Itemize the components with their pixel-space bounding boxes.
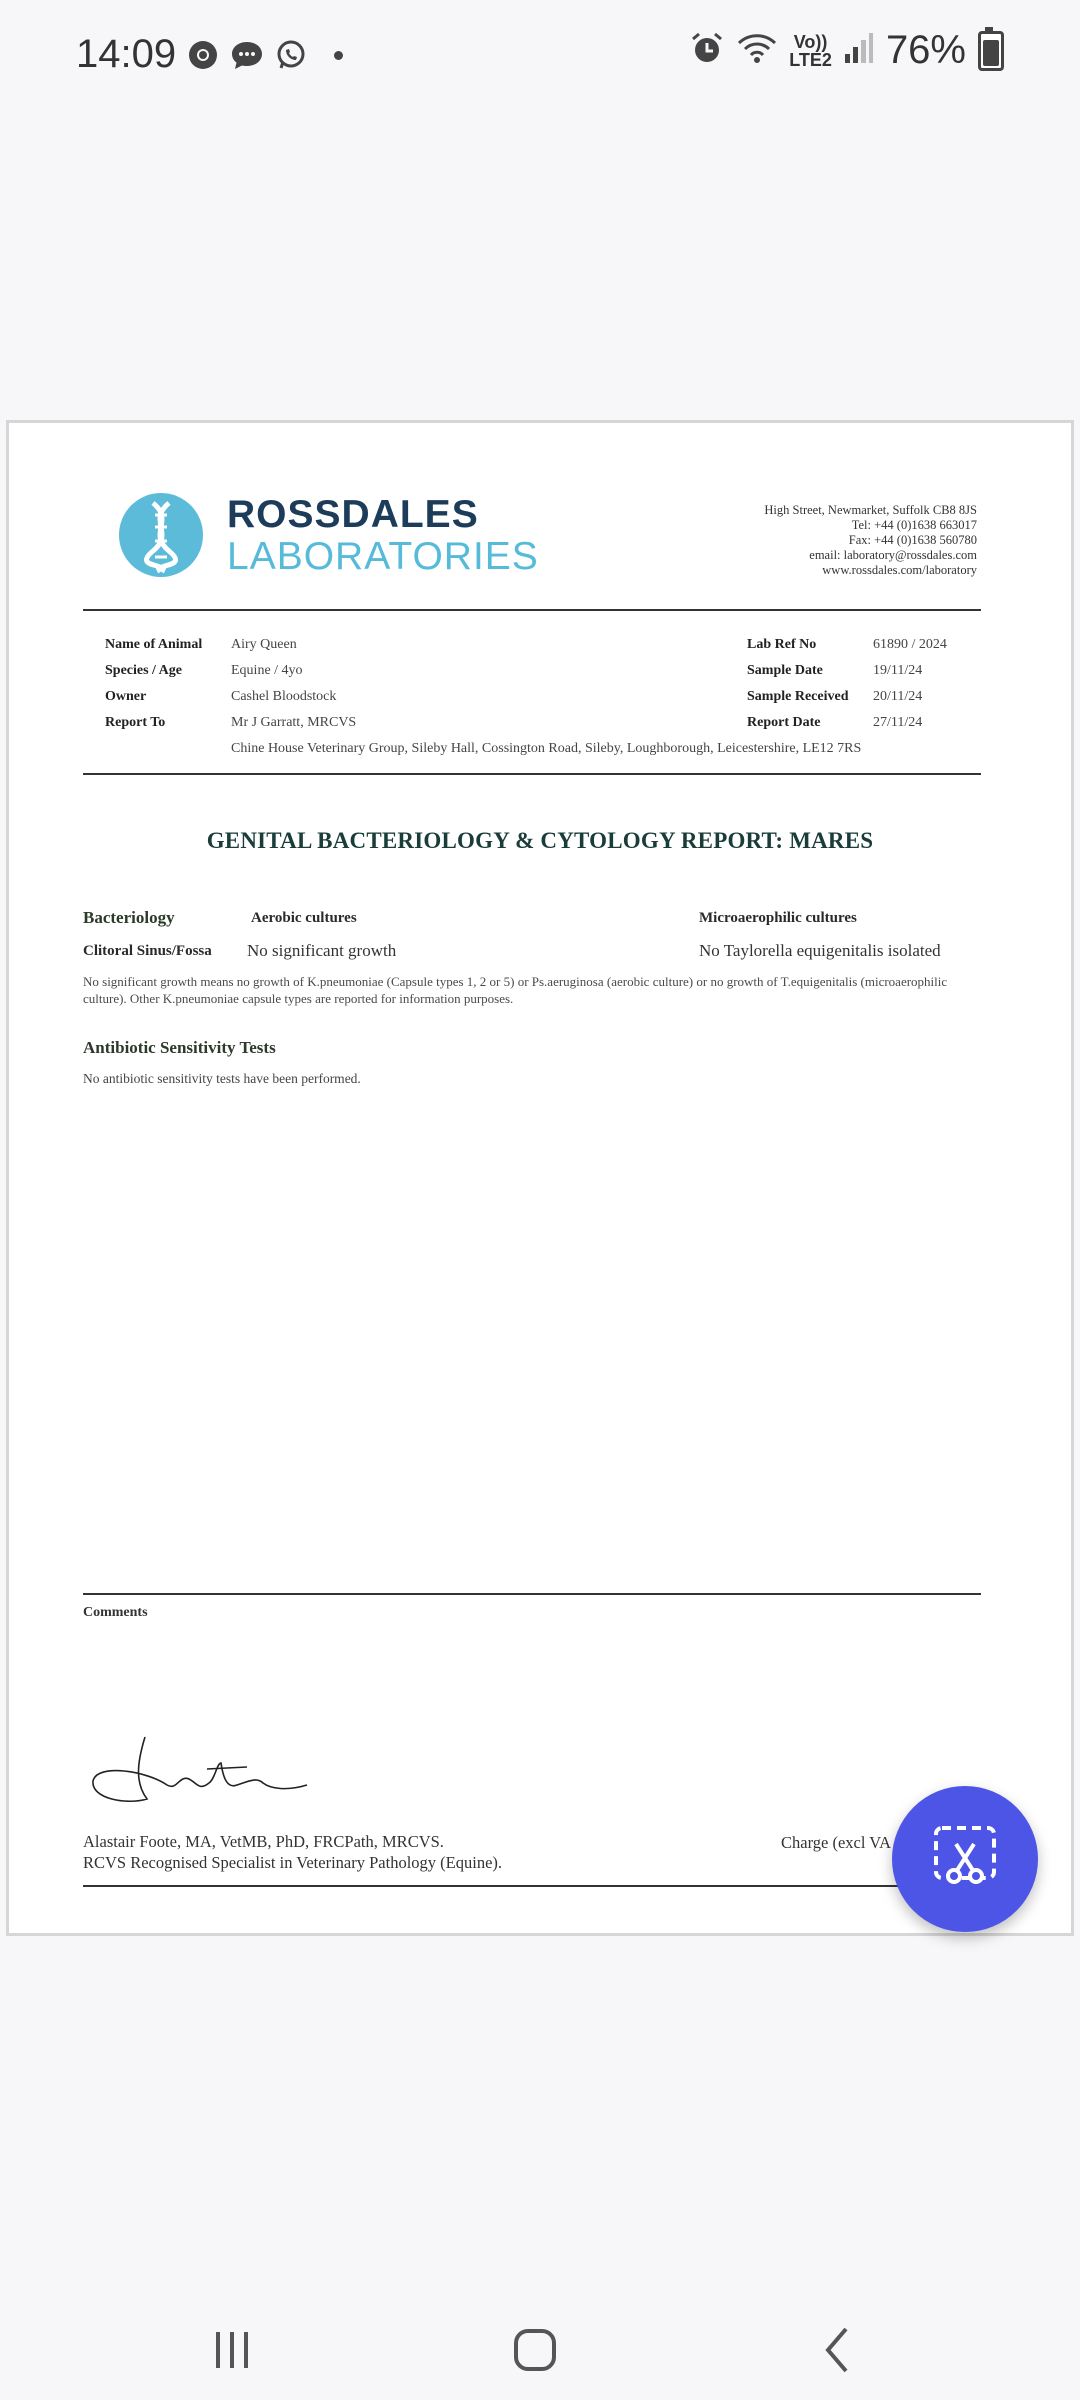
home-icon bbox=[512, 2327, 558, 2378]
info-label: Sample Received bbox=[747, 689, 849, 704]
info-label: Owner bbox=[105, 689, 147, 704]
info-label: Sample Date bbox=[747, 663, 823, 678]
footer-divider bbox=[83, 1885, 981, 1887]
info-label: Species / Age bbox=[105, 663, 182, 678]
home-button[interactable] bbox=[505, 2322, 565, 2382]
info-value: Cashel Bloodstock bbox=[231, 689, 337, 704]
info-label: Lab Ref No bbox=[747, 637, 817, 652]
info-row bbox=[105, 715, 356, 741]
recent-apps-button[interactable] bbox=[202, 2322, 262, 2382]
report-document[interactable] bbox=[6, 420, 1074, 1936]
animal-info bbox=[105, 637, 356, 741]
microaerophilic-result: No Taylorella equigenitalis isolated bbox=[699, 941, 941, 960]
bacteriology-heading: Bacteriology bbox=[83, 908, 175, 927]
microaerophilic-heading: Microaerophilic cultures bbox=[699, 910, 857, 926]
info-row bbox=[105, 637, 356, 663]
whatsapp-icon bbox=[274, 38, 308, 72]
report-to-address: Chine House Veterinary Group, Sileby Hall, Cossington Road, Sileby, Loughborough, Leicestershire, LE12 7RS bbox=[231, 741, 862, 756]
info-value: 61890 / 2024 bbox=[873, 637, 947, 652]
info-row bbox=[747, 663, 947, 689]
lab-address bbox=[764, 503, 977, 578]
header-divider bbox=[83, 609, 981, 611]
lte-label: LTE2 bbox=[789, 49, 832, 70]
signer-title: RCVS Recognised Specialist in Veterinary Pathology (Equine). bbox=[83, 1853, 503, 1872]
info-row bbox=[105, 663, 356, 689]
network-type bbox=[789, 33, 832, 69]
back-button[interactable] bbox=[808, 2322, 868, 2382]
status-time: 14:09 bbox=[76, 32, 177, 76]
address-line: High Street, Newmarket, Suffolk CB8 8JS bbox=[764, 503, 977, 517]
screenshot-crop-button[interactable] bbox=[892, 1786, 1038, 1932]
notification-icons bbox=[186, 38, 343, 72]
info-value: 19/11/24 bbox=[873, 663, 923, 678]
info-value: Mr J Garratt, MRCVS bbox=[231, 715, 357, 730]
alarm-icon bbox=[689, 30, 725, 71]
info-value: Equine / 4yo bbox=[231, 663, 303, 678]
signature bbox=[87, 1733, 327, 1813]
aerobic-heading: Aerobic cultures bbox=[251, 910, 357, 926]
sample-site: Clitoral Sinus/Fossa bbox=[83, 943, 212, 959]
chrome-icon bbox=[186, 38, 220, 72]
logo-text-line1: ROSSDALES bbox=[227, 493, 479, 536]
antibiotic-heading: Antibiotic Sensitivity Tests bbox=[83, 1038, 276, 1057]
screenshot-cut-icon bbox=[930, 1822, 1000, 1897]
comments-divider bbox=[83, 1593, 981, 1595]
info-divider bbox=[83, 773, 981, 775]
charge-label: Charge (excl VA bbox=[781, 1833, 891, 1852]
battery-percent: 76% bbox=[885, 28, 966, 72]
info-value: 20/11/24 bbox=[873, 689, 923, 704]
signer-name: Alastair Foote, MA, VetMB, PhD, FRCPath, MRCVS. bbox=[83, 1832, 444, 1851]
battery-fill bbox=[983, 40, 999, 66]
lab-info bbox=[747, 637, 947, 741]
signal-icon bbox=[844, 32, 874, 69]
volte-label: Vo)) bbox=[793, 31, 828, 52]
rossdales-logo bbox=[119, 493, 569, 593]
bacteriology-note: No significant growth means no growth of K.pneumoniae (Capsule types 1, 2 or 5) or Ps.aeruginosa (aerobic culture) or no growth of T.equigenitalis (microaerophilic culture). Other K.pneumoniae capsule types are reported for information purposes. bbox=[83, 974, 948, 1006]
info-row bbox=[747, 715, 947, 741]
aerobic-result: No significant growth bbox=[247, 941, 397, 960]
system-icons bbox=[689, 28, 1004, 73]
back-icon bbox=[818, 2325, 858, 2380]
logo-text-line2: LABORATORIES bbox=[227, 535, 539, 578]
info-row bbox=[747, 637, 947, 663]
address-line: Tel: +44 (0)1638 663017 bbox=[851, 518, 977, 532]
messages-icon bbox=[230, 38, 264, 72]
address-line: Fax: +44 (0)1638 560780 bbox=[848, 533, 977, 547]
wifi-icon bbox=[737, 31, 777, 70]
antibiotic-text: No antibiotic sensitivity tests have been performed. bbox=[83, 1071, 361, 1086]
recent-apps-icon bbox=[210, 2328, 254, 2377]
report-title: GENITAL BACTERIOLOGY & CYTOLOGY REPORT: MARES bbox=[206, 828, 874, 853]
info-label: Name of Animal bbox=[105, 637, 203, 652]
comments-heading: Comments bbox=[83, 1605, 148, 1620]
navigation-bar bbox=[0, 2280, 1080, 2400]
status-bar bbox=[0, 0, 1080, 120]
info-value: 27/11/24 bbox=[873, 715, 923, 730]
more-notifications-dot bbox=[334, 51, 343, 60]
info-label: Report Date bbox=[747, 715, 821, 730]
battery-icon bbox=[978, 31, 1004, 71]
address-line: email: laboratory@rossdales.com bbox=[809, 548, 977, 562]
info-value: Airy Queen bbox=[231, 637, 297, 652]
address-line: www.rossdales.com/laboratory bbox=[822, 563, 977, 577]
info-row bbox=[747, 689, 947, 715]
dna-logo-icon bbox=[119, 493, 203, 577]
info-row bbox=[105, 689, 356, 715]
info-label: Report To bbox=[105, 715, 166, 730]
signer-block bbox=[83, 1831, 502, 1873]
